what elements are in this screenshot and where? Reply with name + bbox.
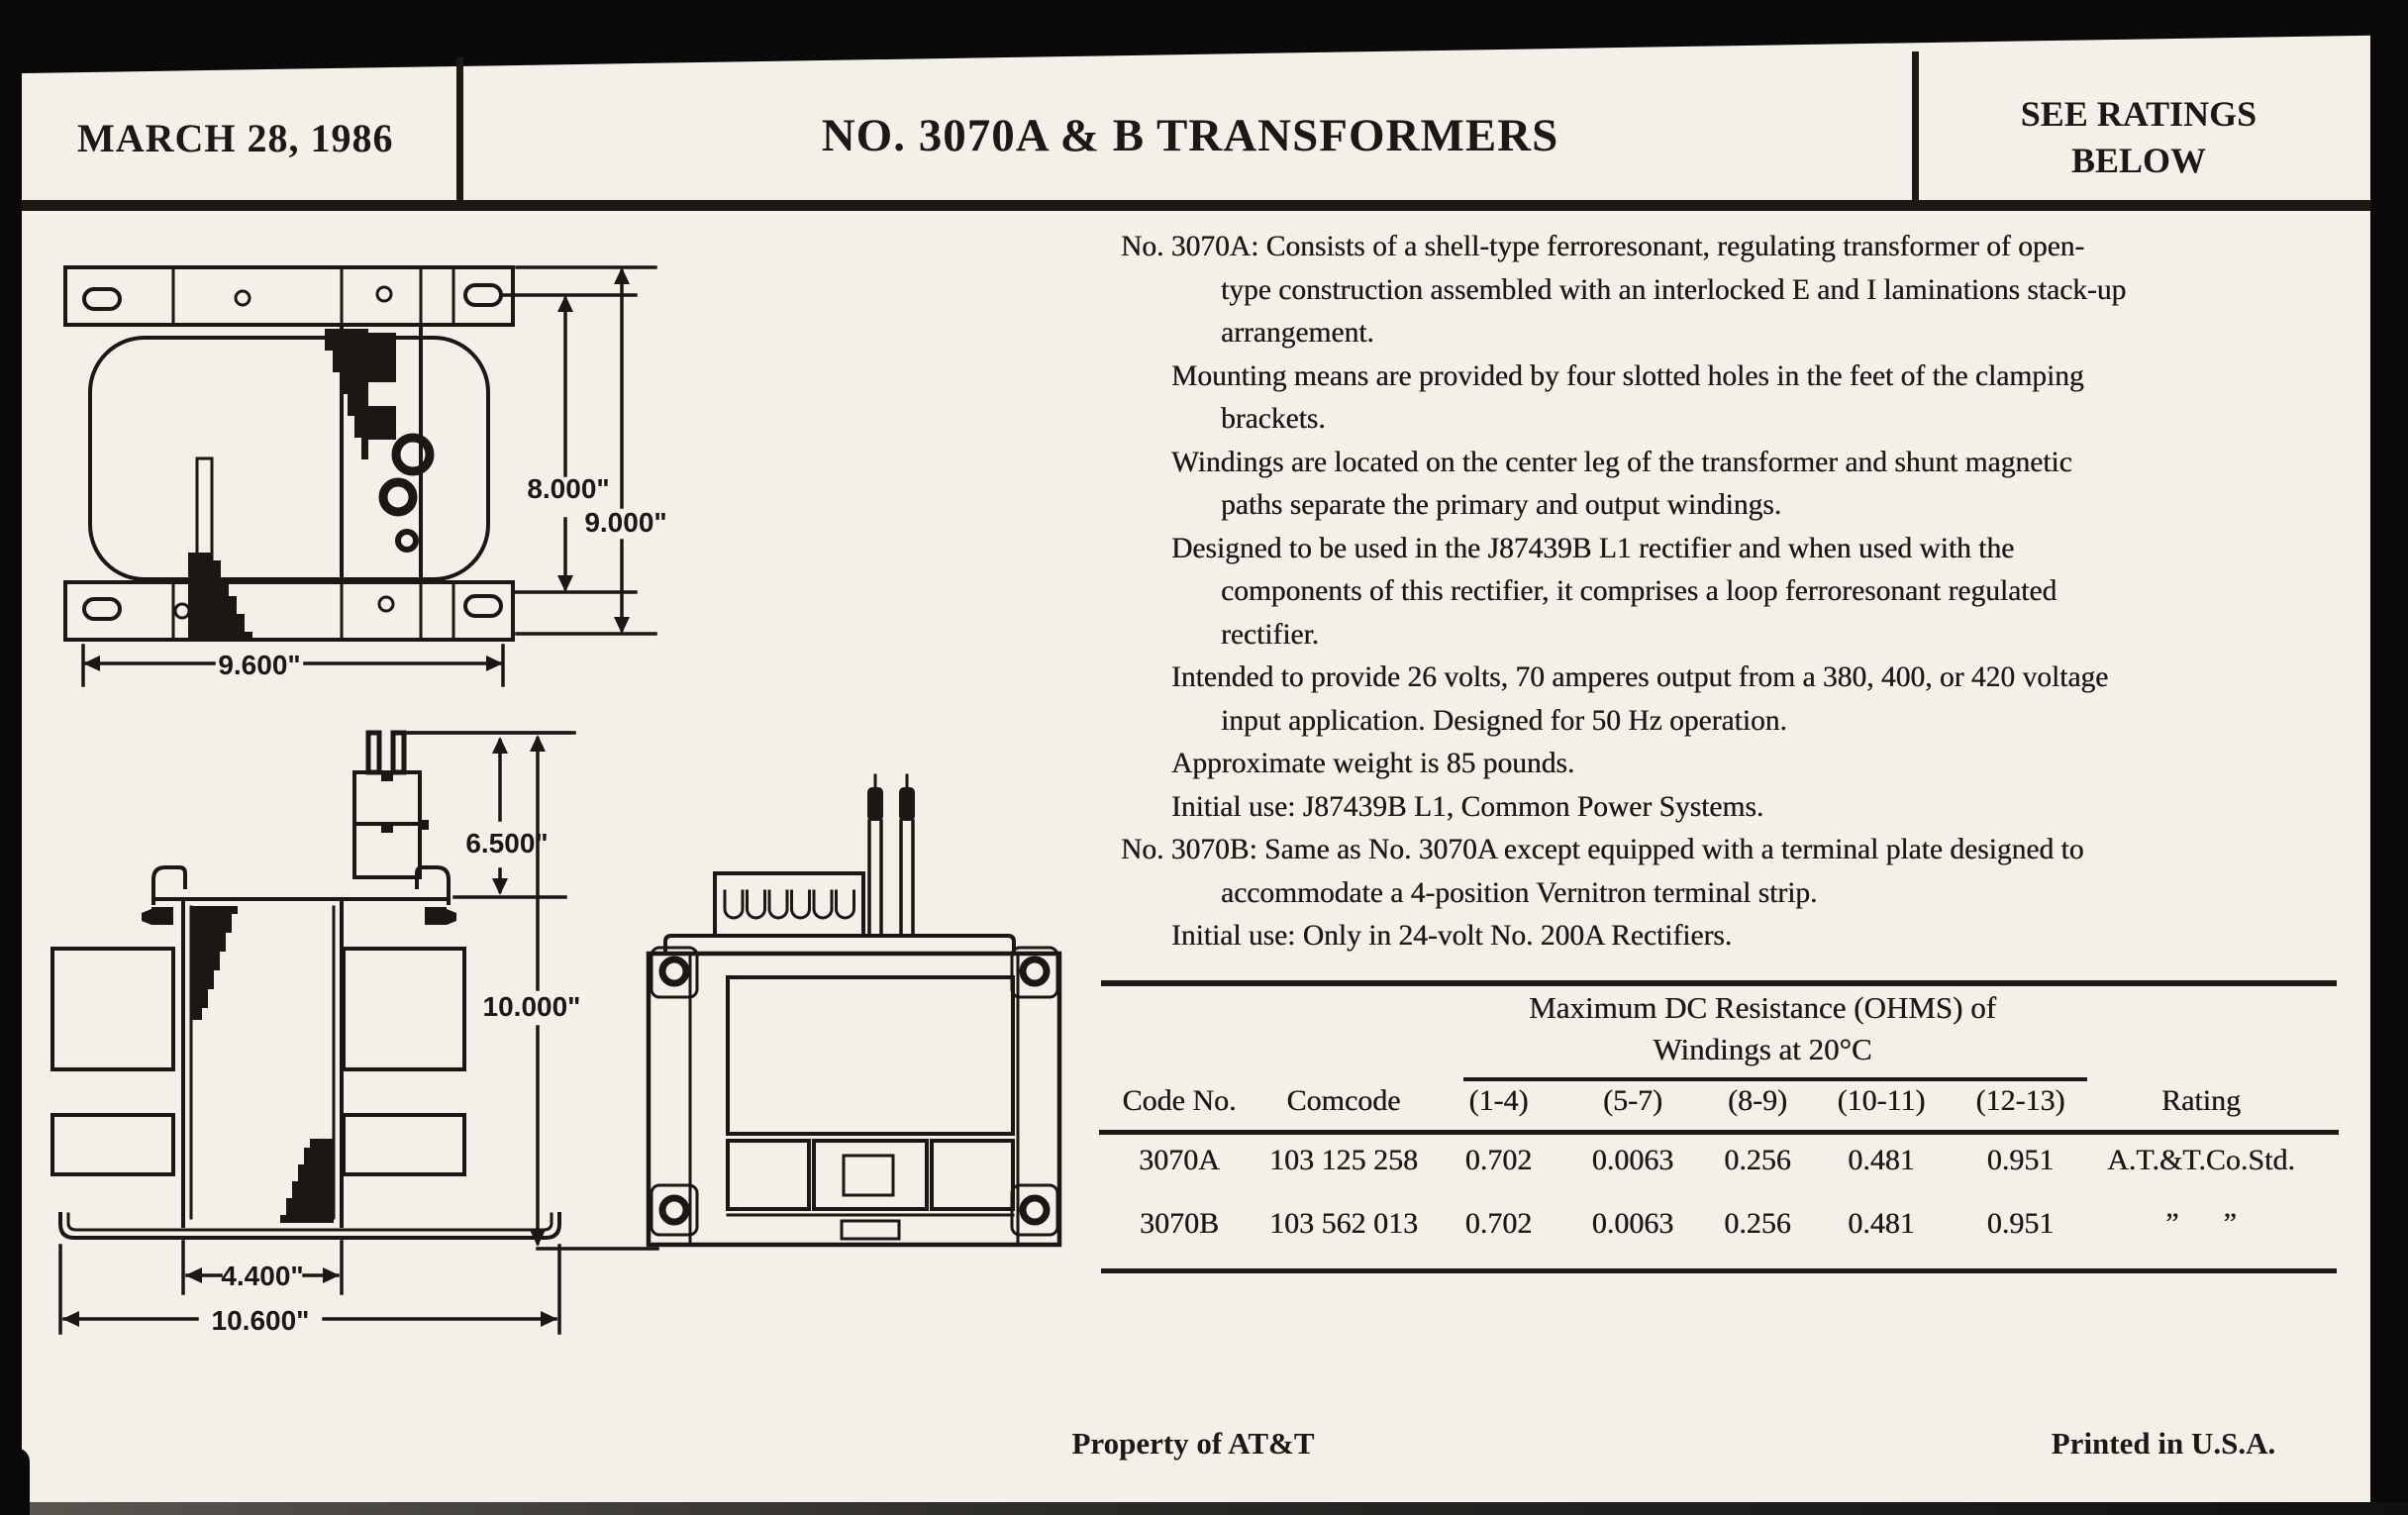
coil-window <box>728 977 1013 1239</box>
description-line: Initial use: Only in 24-volt No. 200A Rectifiers. <box>1171 920 1733 952</box>
table-span-header <box>1428 987 2097 1070</box>
dimension-label-9in: 9.000" <box>584 507 667 538</box>
description-line: Designed to be used in the J87439B L1 rectifier and when used with the <box>1171 532 2015 564</box>
dimension-label-8in: 8.000" <box>527 473 610 504</box>
ratings-note-line2: BELOW <box>2070 141 2207 180</box>
description-line: Approximate weight is 85 pounds. <box>1171 748 1575 779</box>
dimension-label-10in: 10.000" <box>482 991 581 1022</box>
table-cell: 0.0063 <box>1591 1144 1674 1176</box>
table-cell: 0.256 <box>1724 1207 1791 1240</box>
column-header: (12-13) <box>1975 1084 2065 1117</box>
resistance-table <box>1099 975 2339 1284</box>
table-rule-bottom <box>1101 1268 2337 1273</box>
table-cell: A.T.&T.Co.Std. <box>2107 1144 2295 1176</box>
table-cell-ditto: ” ” <box>2165 1207 2237 1240</box>
table-cell: 0.702 <box>1464 1207 1533 1240</box>
dimension-9in <box>517 267 667 634</box>
header-divider-left <box>456 56 463 206</box>
description-line: Mounting means are provided by four slotted holes in the feet of the clamping <box>1171 359 2084 392</box>
bottom-bracket <box>65 582 513 640</box>
ratings-note-line1: SEE RATINGS <box>2020 94 2258 134</box>
core-frame <box>649 936 1059 1245</box>
description-line: Intended to provide 26 volts, 70 amperes output from a 380, 400, or 420 voltage <box>1171 661 2109 693</box>
table-row <box>1099 1144 2305 1177</box>
scan-corner-blob <box>0 1448 30 1515</box>
table-span-header-line2: Windings at 20°C <box>1653 1032 1872 1066</box>
footer-property-note: Property of AT&T <box>1071 1426 1315 1461</box>
column-header: Code No. <box>1122 1084 1237 1117</box>
table-cell: 3070A <box>1139 1144 1220 1176</box>
table-header-row <box>1099 1084 2305 1118</box>
table-cell: 0.0063 <box>1591 1207 1674 1240</box>
scan-edge-bottom <box>0 1502 2408 1515</box>
description-line: components of this rectifier, it comprises a loop ferroresonant regulated <box>1221 575 2057 607</box>
table-cell: 0.951 <box>1986 1144 2055 1176</box>
dimension-8in <box>503 295 636 592</box>
dimension-label-4-4in: 4.400" <box>221 1261 304 1291</box>
document-date: MARCH 28, 1986 <box>77 116 394 160</box>
table-cell: 103 125 258 <box>1269 1144 1418 1176</box>
description-line: Initial use: J87439B L1, Common Power Systems. <box>1171 790 1764 823</box>
table-row <box>1099 1207 2305 1241</box>
footer-printed-note: Printed in U.S.A. <box>2051 1426 2276 1461</box>
column-header: (8-9) <box>1728 1084 1787 1117</box>
description-line: Windings are located on the center leg of the transformer and shunt magnetic <box>1171 446 2072 478</box>
table-cell: 0.481 <box>1848 1207 1915 1240</box>
lamination-wedge-upper <box>191 906 238 1020</box>
column-header: Comcode <box>1286 1084 1401 1117</box>
column-header: (10-11) <box>1837 1084 1926 1117</box>
header-divider-right <box>1912 51 1919 206</box>
terminal-strip <box>715 873 863 936</box>
table-cell: 0.951 <box>1986 1207 2055 1240</box>
dimension-label-6-5in: 6.500" <box>465 828 549 858</box>
slot-hole <box>84 599 120 619</box>
description-line: type construction assembled with an interlocked E and I laminations stack-up <box>1221 273 2127 306</box>
table-cell: 0.481 <box>1848 1144 1915 1176</box>
lamination-wedge-lower <box>188 553 252 640</box>
dimension-label-10-6in: 10.600" <box>211 1305 310 1336</box>
dimension-label-9-6in: 9.600" <box>218 650 301 680</box>
side-view-drawing <box>40 238 693 693</box>
column-header: (1-4) <box>1468 1084 1529 1117</box>
scan-edge-top <box>0 0 2408 79</box>
table-span-header-line1: Maximum DC Resistance (OHMS) of <box>1529 990 1996 1025</box>
dimension-9-6in <box>83 646 503 685</box>
description-line: arrangement. <box>1221 317 1374 349</box>
table-rule-header <box>1099 1130 2339 1135</box>
table-cell: 0.256 <box>1724 1144 1791 1176</box>
description-line: brackets. <box>1221 403 1326 435</box>
slot-hole <box>465 285 501 305</box>
scan-edge-left <box>0 0 22 1515</box>
column-header: (5-7) <box>1603 1084 1662 1117</box>
description-line: No. 3070A: Consists of a shell-type ferroresonant, regulating transformer of open- <box>1121 231 2085 262</box>
description-line: rectifier. <box>1221 618 1320 651</box>
description-line: accommodate a 4-position Vernitron terminal strip. <box>1221 876 1818 909</box>
mounting-ears <box>652 948 1057 1235</box>
header-rule <box>22 200 2370 211</box>
lamination-wedge-upper <box>325 329 368 459</box>
page-title: NO. 3070A & B TRANSFORMERS <box>821 110 1559 161</box>
wire-leads <box>867 775 915 934</box>
table-cell: 103 562 013 <box>1269 1207 1418 1240</box>
description-line: No. 3070B: Same as No. 3070A except equipped with a terminal plate designed to <box>1121 834 2084 865</box>
coil-tab <box>197 458 212 560</box>
description-line: input application. Designed for 50 Hz operation. <box>1221 704 1787 737</box>
front-view-drawing <box>396 718 1099 1277</box>
table-rule-top <box>1101 980 2337 986</box>
lamination-wedge-lower <box>280 1139 334 1223</box>
slot-hole <box>465 596 501 616</box>
ratings-note <box>1936 91 2342 184</box>
table-rule-subheader <box>1463 1077 2087 1081</box>
description-block <box>1121 226 2376 959</box>
dimension-4-4in <box>183 1242 342 1293</box>
table-cell: 0.702 <box>1464 1144 1533 1176</box>
column-header: Rating <box>2161 1084 2241 1117</box>
description-line: paths separate the primary and output windings. <box>1221 489 1782 521</box>
slot-hole <box>84 289 120 309</box>
top-bracket <box>65 267 513 325</box>
table-cell: 3070B <box>1139 1207 1219 1240</box>
dimension-10in <box>408 733 657 1249</box>
